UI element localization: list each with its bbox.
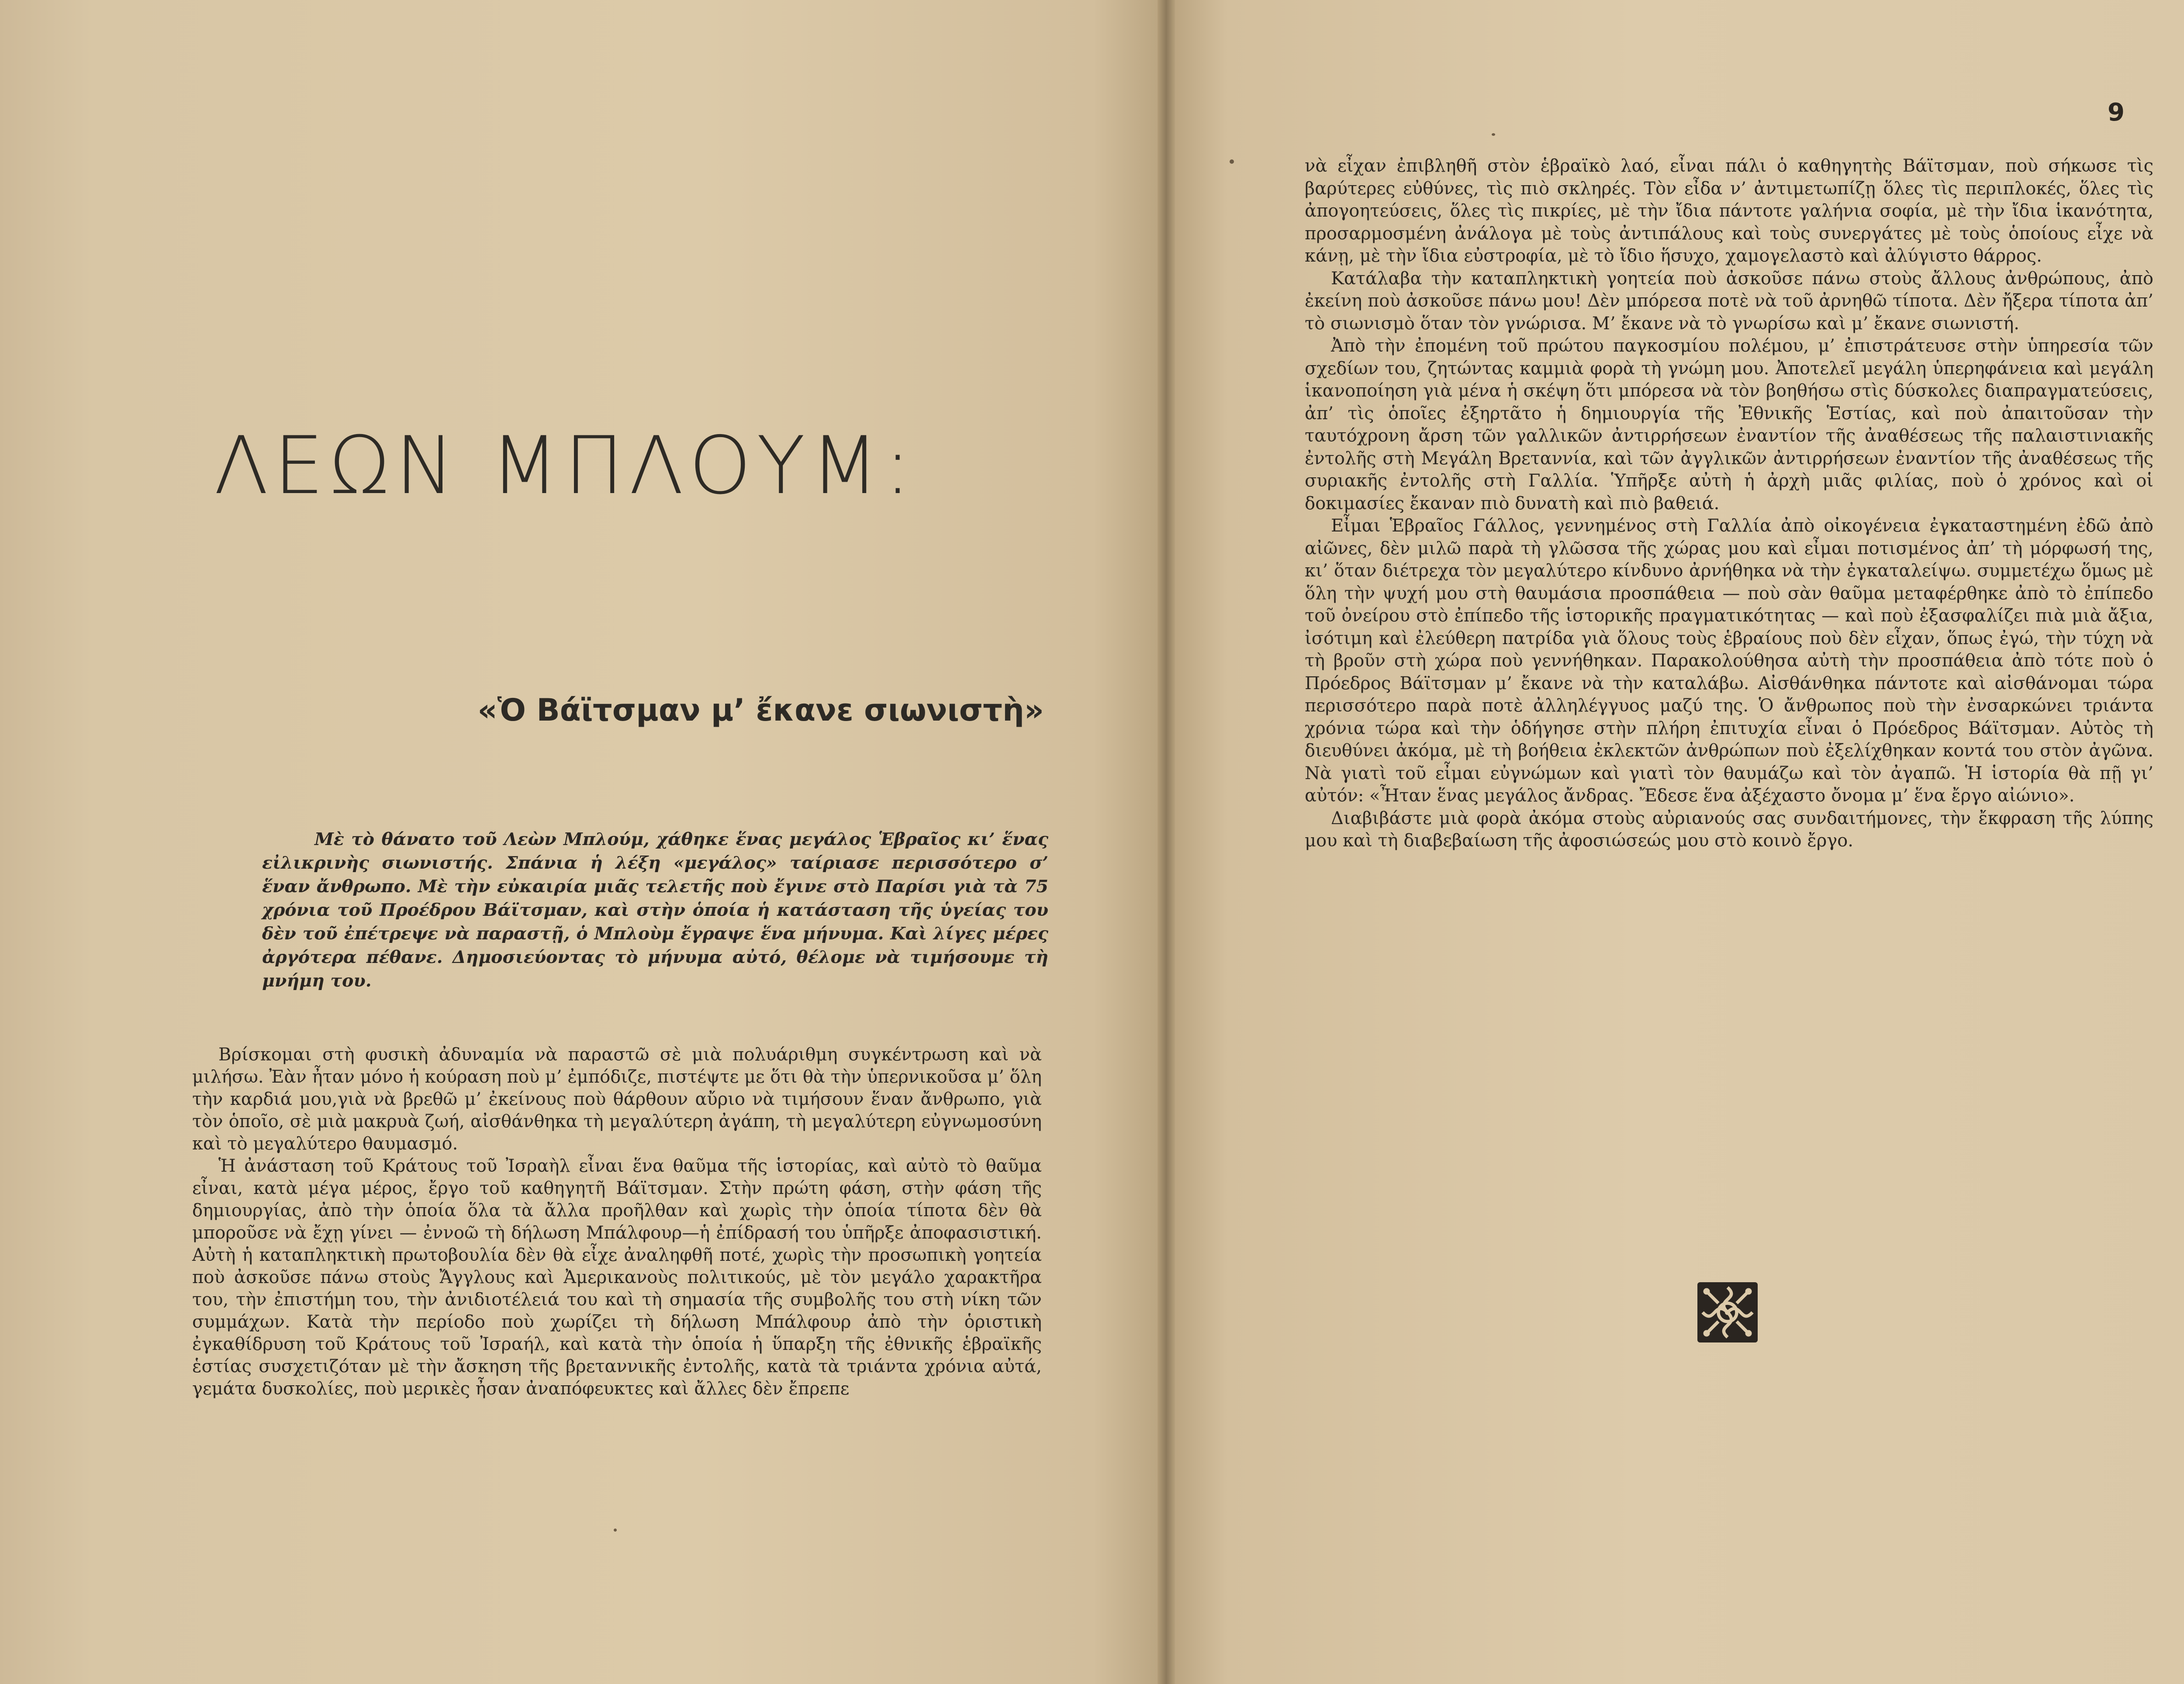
paragraph: Ἡ ἀνάσταση τοῦ Κράτους τοῦ Ἰσραὴλ εἶναι ἕνα θαῦμα τῆς ἱστορίας, καὶ αὐτὸ τὸ θαῦμα εἶναι, κατὰ μέγα μέρος, ἔργο τοῦ καθηγητῆ Βάϊτσμαν. Στὴν πρώτη φάση, στὴν φάση τῆς δημιουργίας, ἀπὸ τὴν ὁποία ὅλα τὰ ἄλλα προῆλθαν καὶ χωρὶς τὴν ὁποία τίποτα δὲν θὰ μποροῦσε νὰ ἔχῃ γίνει — ἐννοῶ τὴ δήλωση Μπάλφουρ—ἡ ἐπίδρασή του ὑπῆρξε ἀποφασιστική. Αὐτὴ ἡ καταπληκτικὴ πρωτοβουλία δὲν θὰ εἶχε ἀναληφθῆ ποτέ, χωρὶς τὴν προσωπικὴ γοητεία ποὺ ἀσκοῦσε πάνω στοὺς Ἄγγλους καὶ Ἀμερικανοὺς πολιτικούς, μὲ τὸν μεγάλο χαρακτῆρα του, τὴν ἐπιστήμη του, τὴν ἀνιδιοτέλειά του καὶ τὴ σημασία τῆς συμβολῆς του στὴ νίκη τῶν συμμάχων. Κατὰ τὴν περίοδο ποὺ χωρίζει τὴ δήλωση Μπάλφουρ ἀπὸ τὴν ὁριστικὴ ἐγκαθίδρυση τοῦ Κράτους τοῦ Ἰσραήλ, καὶ κατὰ τὴν ὁποία ἡ ὕπαρξη τῆς ἐθνικῆς ἑβραϊκῆς ἑστίας συσχετιζόταν μὲ τὴν ἄσκηση τῆς βρεταννικῆς ἐντολῆς, κατὰ τὰ τριάντα χρόνια αὐτά, γεμάτα δυσκολίες, ποὺ μερικὲς ἦσαν ἀναπόφευκτες καὶ ἄλλες δὲν ἔπρεπε [192,1156,1042,1399]
right-body-text [1305,155,2153,852]
paragraph: Διαβιβάστε μιὰ φορὰ ἀκόμα στοὺς αὐριανούς σας συνδαιτήμονες, τὴν ἔκφραση τῆς λύπης μου καὶ τὴ διαβεβαίωση τῆς ἀφοσιώσεώς μου στὸ κοινὸ ἔργο. [1305,808,2153,851]
page-number: 9 [2108,98,2125,127]
paper-speck [614,1529,617,1532]
paragraph-continuation: νὰ εἶχαν ἐπιβληθῆ στὸν ἑβραϊκὸ λαό, εἶναι πάλι ὁ καθηγητὴς Βάϊτσμαν, ποὺ σήκωσε τὶς βαρύτερες εὐθύνες, τὶς πιὸ σκληρές. Τὸν εἶδα ν’ ἀντιμετωπίζῃ ὅλες τὶς περιπλοκές, ὅλες τὶς ἀπογοητεύσεις, ὅλες τὶς πικρίες, μὲ τὴν ἴδια πάντοτε γαλήνια σοφία, μὲ τὴν ἴδια ἱκανότητα, προσαρμοσμένη ἀνάλογα μὲ τοὺς ἀντιπάλους καὶ τοὺς συνεργάτες μὲ τοὺς ὁποίους εἶχε νὰ κάνῃ, μὲ τὴν ἴδια εὐστροφία, μὲ τὸ ἴδιο ἥσυχο, χαμογελαστὸ καὶ ἀλύγιστο θάρρος. [1305,156,2153,266]
article-subtitle: «Ὁ Βάϊτσμαν μ’ ἔκανε σιωνιστὴ» [477,692,1044,728]
celtic-knot-ornament-icon [1695,1280,1760,1345]
left-body-text [192,1044,1042,1400]
paragraph: Ἀπὸ τὴν ἐπομένη τοῦ πρώτου παγκοσμίου πολέμου, μ’ ἐπιστράτευσε στὴν ὑπηρεσία τῶν σχεδίων του, ζητώντας καμμιὰ φορὰ τὴ γνώμη μου. Ἀποτελεῖ μεγάλη ὑπερηφάνεια καὶ μεγάλη ἱκανοποίηση γιὰ μένα ἡ σκέψη ὅτι μπόρεσα νὰ τὸν βοηθήσω στὶς δύσκολες διαπραγματεύσεις, ἀπ’ τὶς ὁποῖες ἐξηρτᾶτο ἡ δημιουργία τῆς Ἐθνικῆς Ἑστίας, καὶ ποὺ ἀπαιτοῦσαν τὴν ταυτόχρονη ἄρση τῶν γαλλικῶν ἀντιρρήσεων ἐναντίον τῆς ἀναθέσεως τῆς παλαιστινιακῆς ἐντολῆς στὴ Μεγάλη Βρεταννία, καὶ τῶν ἀγγλικῶν ἀντιρρήσεων ἐναντίον τῆς ἀναθέσεως τῆς συριακῆς ἐντολῆς στὴ Γαλλία. Ὑπῆρξε αὐτὴ ἡ ἀρχὴ μιᾶς φιλίας, ποὺ ὁ χρόνος καὶ οἱ δοκιμασίες ἔκαναν πιὸ δυνατὴ καὶ πιὸ βαθειά. [1305,336,2153,514]
paper-speck [1230,159,1234,164]
editorial-intro: Μὲ τὸ θάνατο τοῦ Λεὼν Μπλούμ, χάθηκε ἕνας μεγάλος Ἑβραῖος κι’ ἕνας εἰλικρινὴς σιωνιστής. Σπάνια ἡ λέξη «μεγάλος» ταίριασε περισσότερο σ’ ἕναν ἄνθρωπο. Μὲ τὴν εὐκαιρία μιᾶς τελετῆς ποὺ ἔγινε στὸ Παρίσι γιὰ τὰ 75 χρόνια τοῦ Προέδρου Βάϊτσμαν, καὶ στὴν ὁποία ἡ κατάσταση τῆς ὑγείας του δὲν τοῦ ἐπέτρεψε νὰ παραστῇ, ὁ Μπλοὺμ ἔγραψε ἕνα μήνυμα. Καὶ λίγες μέρες ἀργότερα πέθανε. Δημοσιεύοντας τὸ μήνυμα αὐτό, θέλομε νὰ τιμήσουμε τὴ μνήμη του. [262,829,1048,991]
paper-speck [1492,133,1495,136]
paragraph: Βρίσκομαι στὴ φυσικὴ ἀδυναμία νὰ παραστῶ σὲ μιὰ πολυάριθμη συγκέντρωση καὶ νὰ μιλήσω. Ἐὰν ἦταν μόνο ἡ κούραση ποὺ μ’ ἐμπόδιζε, πιστέψτε με ὅτι θὰ τὴν ὑπερνικοῦσα μ’ ὅλη τὴν καρδιά μου,γιὰ νὰ βρεθῶ μ’ ἐκείνους ποὺ θάρθουν αὔριο νὰ τιμήσουν ἕναν ἄνθρωπο, γιὰ τὸν ὁποῖο, σὲ μιὰ μακρυὰ ζωή, αἰσθάνθηκα τὴ μεγαλύτερη ἀγάπη, τὴ μεγαλύτερη εὐγνωμοσύνη καὶ τὸ μεγαλύτερο θαυμασμό. [192,1045,1042,1154]
article-headline: ΛΕΩΝ ΜΠΛΟΥΜ: [214,419,916,512]
paragraph: Κατάλαβα τὴν καταπληκτικὴ γοητεία ποὺ ἀσκοῦσε πάνω στοὺς ἄλλους ἀνθρώπους, ἀπὸ ἐκείνη ποὺ ἀσκοῦσε πάνω μου! Δὲν μπόρεσα ποτὲ νὰ τοῦ ἀρνηθῶ τίποτα. Δὲν ἤξερα τίποτα ἀπ’ τὸ σιωνισμὸ ὅταν τὸν γνώρισα. Μ’ ἔκανε νὰ τὸ γνωρίσω καὶ μ’ ἔκανε σιωνιστή. [1305,268,2153,334]
book-gutter [1158,0,1175,1684]
paragraph: Εἶμαι Ἑβραῖος Γάλλος, γεννημένος στὴ Γαλλία ἀπὸ οἰκογένεια ἐγκαταστημένη ἐδῶ ἀπὸ αἰῶνες, δὲν μιλῶ παρὰ τὴ γλῶσσα τῆς χώρας μου καὶ εἶμαι ποτισμένος ἀπ’ τὴ μόρφωσή της, κι’ ὅταν διέτρεχα τὸν μεγαλύτερο κίνδυνο ἀρνήθηκα νὰ τὴν ἐγκαταλείψω. συμμετέχω ὅμως μὲ ὅλη τὴν ψυχή μου στὴ θαυμάσια προσπάθεια — ποὺ σὰν θαῦμα μεταφέρθηκε ἀπὸ τὸ ἐπίπεδο τοῦ ὀνείρου στὸ ἐπίπεδο τῆς ἱστορικῆς πραγματικότητας — καὶ ποὺ ἐξασφαλίζει πιὰ μιὰ ἄξια, ἰσότιμη καὶ ἐλεύθερη πατρίδα γιὰ ὅλους τοὺς ἑβραίους ποὺ δὲν εἶχαν, ὅπως ἐγώ, τὴν τύχη νὰ τὴ βροῦν στὴ χώρα ποὺ γεννήθηκαν. Παρακολούθησα αὐτὴ τὴν προσπάθεια ἀπὸ τότε ποὺ ὁ Πρόεδρος Βάϊτσμαν μ’ ἔκανε νὰ τὴν καταλάβω. Αἰσθάνθηκα πάντοτε καὶ αἰσθάνομαι τώρα περισσότερο παρὰ ποτὲ ἀλληλέγγυος μαζύ της. Ὁ ἄνθρωπος ποὺ τὴν ἐνσαρκώνει τριάντα χρόνια τώρα καὶ τὴν ὁδήγησε στὴν πλήρη ἐπιτυχία εἶναι ὁ Πρόεδρος Βάϊτσμαν. Αὐτὸς τὴ διευθύνει ἀκόμα, μὲ τὴ βοήθεια ἐκλεκτῶν ἀνθρώπων ποὺ ἐξελίχθηκαν κοντά του στὸν ἀγῶνα. Νὰ γιατὶ τοῦ εἶμαι εὐγνώμων καὶ γιατὶ τὸν θαυμάζω καὶ τὸν ἀγαπῶ. Ἡ ἱστορία θὰ πῇ γι’ αὐτόν: «Ἦταν ἕνας μεγάλος ἄνδρας. Ἔδεσε ἕνα ἀξέχαστο ὄνομα μ’ ἕνα ἔργο αἰώνιο». [1305,516,2153,806]
